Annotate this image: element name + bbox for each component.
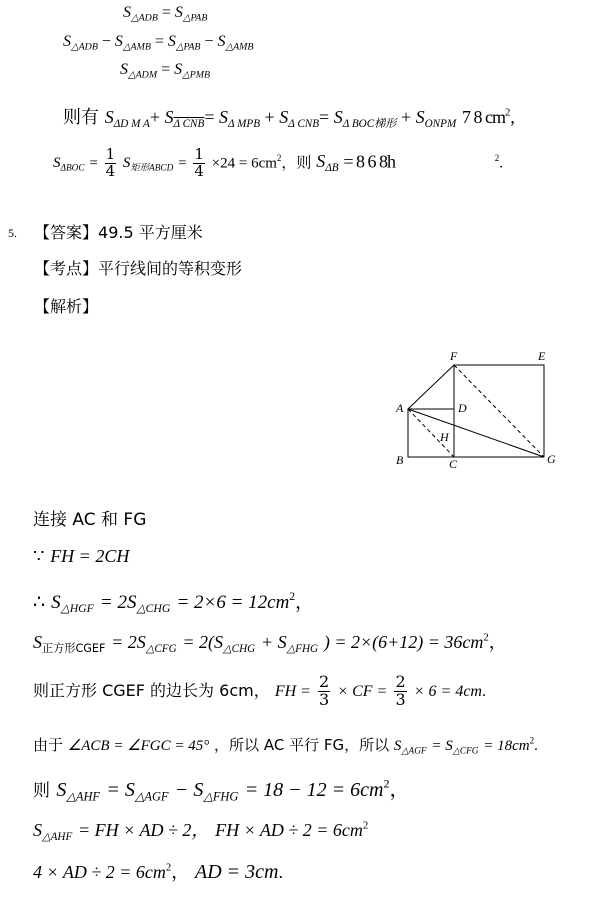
label-h: H [440, 430, 449, 444]
label-g: G [547, 452, 556, 466]
solution-step-3: ∴ $S_{\triangle HGF} = 2S_{\triangle CHG} = 2\times 6 = 12cm^2$， [33, 591, 315, 616]
fraction: $\frac{1}{4}$ [194, 145, 204, 180]
label-a: A [396, 401, 404, 415]
equation-3: $S_{\triangle ADM} = S_{\triangle PMB}$ [120, 61, 211, 81]
label-b: B [396, 453, 404, 467]
knowledge-point-line: 【考点】平行线间的等积变形 [34, 259, 243, 278]
equation-2: $S_{\triangle ADB} - S_{\triangle AMB} = S_{\triangle PAB} - S_{\triangle AMB}$ [63, 33, 254, 53]
segment-ag [408, 409, 544, 457]
solution-step-1: 连接 AC 和 FG [33, 510, 147, 530]
label-d: D [458, 401, 467, 415]
solution-step-2: ∵ FH = 2CH [33, 546, 130, 566]
answer-line: 【答案】49.5 平方厘米 [34, 223, 203, 242]
geometry-figure [390, 345, 565, 470]
solution-step-5: 则正方形 CGEF 的边长为 6cm， FH = $\frac{2}{3}$ × CF = $\frac{2}{3}$ × 6 = 4cm. [33, 672, 486, 709]
analysis-label: 【解析】 [34, 297, 99, 316]
fraction: $\frac{2}{3}$ [395, 672, 406, 709]
problem-number: 5. [8, 226, 17, 240]
solution-step-4: $S_{正方形CGEF} = 2S_{\triangle CFG} = 2(S_{\triangle CHG} + S_{\triangle FHG}$ ) = $2\times(6+12) = 36cm^2$， [33, 631, 507, 655]
fraction: $\frac{1}{4}$ [105, 145, 116, 180]
label-c: C [449, 457, 458, 470]
label-e: E [538, 349, 546, 363]
solution-step-9: 4 × AD ÷ $2 = 6cm^2$， AD = 3cm. [33, 861, 283, 883]
fraction: $\frac{2}{3}$ [319, 672, 330, 709]
solution-step-8: $S_{\triangle AHF}$ = FH × AD ÷ 2， FH × AD ÷ $2 = 6cm^2$ [33, 819, 369, 843]
equation-5: $S_{\Delta BOC}$ = $\frac{1}{4}$ $S_{矩形ABCD}$ = $\frac{1}{4}$ $\times 24 = 6cm^2$，则 $S_{\Delta B} = 8$ 6 8h $^2$. [53, 145, 504, 180]
segment-fg-dashed [454, 365, 544, 457]
equation-4: 则有 $S_{\Delta D M A}+ S_{\Delta CNB}= S_{\Delta MPB} + S_{\Delta CNB}= S_{\Delta BOC梯形} + S_{ONPM}$ 7 8 $cm^2$, [63, 106, 515, 130]
solution-step-7: 则 $S_{\triangle AHF} = S_{\triangle AGF} - S_{\triangle FHG} = 18 - 12 = 6cm^2$， [33, 776, 410, 804]
segment-af [408, 365, 454, 409]
label-f: F [450, 349, 458, 363]
equation-1: $S_{\triangle ADB} = S_{\triangle PAB}$ [123, 4, 208, 24]
solution-step-6: 由于 ∠ACB = ∠FGC = 45° ，所以 AC 平行 FG，所以 $S_{\triangle AGF} = S_{\triangle CFG} = 18cm^2$. [33, 735, 538, 757]
